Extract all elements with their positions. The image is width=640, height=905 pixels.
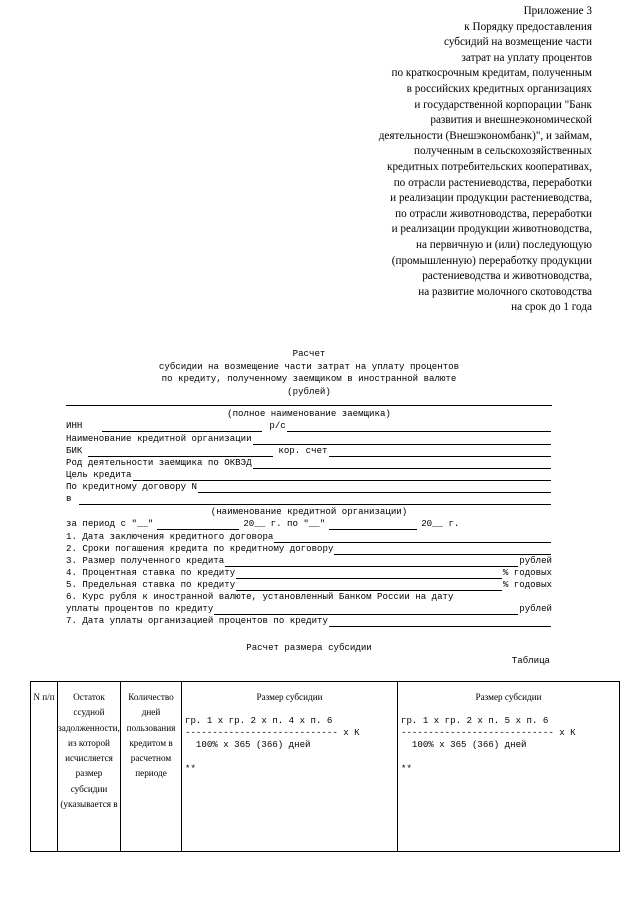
item-6-label: 6. Курс рубля к иностранной валюте, установленный Банком России на дату — [66, 591, 454, 602]
bank-name-field[interactable] — [253, 435, 551, 445]
in-row — [66, 493, 552, 505]
item-4-field[interactable] — [236, 569, 502, 579]
item-3-label: 3. Размер полученного кредита — [66, 555, 225, 566]
col-days: Количество дней пользования кредитом в расчетном периоде — [121, 682, 182, 852]
in-field[interactable] — [79, 495, 551, 505]
col-subsidy-1-formula: гр. 1 x гр. 2 x п. 4 x п. 6 ---------------------------- x К 100% x 365 (366) дней ** — [185, 715, 360, 775]
period-label-start: за период с "__" — [66, 518, 154, 529]
contract-row — [66, 481, 552, 493]
period-start-month-field[interactable] — [157, 520, 239, 530]
appendix-line: затрат на уплату процентов — [461, 51, 592, 64]
item-1-field[interactable] — [274, 533, 551, 543]
item-4-label: 4. Процентная ставка по кредиту — [66, 567, 236, 578]
bank-name-label: Наименование кредитной организации — [66, 433, 252, 444]
appendix-line: и реализации продукции растениеводства, — [390, 192, 592, 205]
item-3-row — [66, 555, 552, 567]
rs-label: р/с — [269, 420, 286, 431]
inn-field[interactable] — [102, 422, 262, 432]
appendix-line: на развитие молочного скотоводства — [418, 285, 592, 298]
item-4-unit: % годовых — [502, 567, 552, 578]
appendix-line: (промышленную) переработку продукции — [391, 254, 592, 267]
appendix-line: по отрасли растениеводства, переработки — [393, 176, 592, 189]
contract-field[interactable] — [198, 483, 551, 493]
appendix-line: полученным в сельскохозяйственных — [414, 145, 592, 158]
form-title — [66, 348, 552, 398]
appendix-line: к Порядку предоставления — [464, 20, 592, 33]
col-number: N п/п — [31, 682, 58, 852]
period-label-end: 20__ г. — [421, 518, 460, 529]
appendix-line: субсидий на возмещение части — [444, 36, 592, 49]
item-2-field[interactable] — [334, 545, 551, 555]
okved-field[interactable] — [253, 459, 551, 469]
appendix-line: в российских кредитных организациях — [406, 82, 592, 95]
bank-name-row — [66, 433, 552, 445]
calc-title: Расчет размера субсидии — [246, 642, 372, 653]
form-title-line3: по кредиту, полученному заемщиком в иностранной валюте — [161, 373, 457, 384]
item-6-unit: рублей — [519, 603, 552, 614]
item-1-label: 1. Дата заключения кредитного договора — [66, 531, 274, 542]
form-title-line2: субсидии на возмещение части затрат на уплату процентов — [158, 360, 460, 372]
appendix-line: кредитных потребительских кооперативах, — [387, 160, 592, 173]
appendix-line: и государственной корпорации "Банк — [414, 98, 592, 111]
borrower-caption: (полное наименование заемщика) — [227, 408, 391, 419]
period-row — [66, 518, 552, 530]
bik-label: БИК — [66, 445, 83, 456]
appendix-line: деятельности (Внешэкономбанк)", и займам, — [378, 129, 592, 142]
item-3-unit: рублей — [519, 555, 552, 566]
item-5-field[interactable] — [236, 581, 502, 591]
bank-caption: (наименование кредитной организации) — [210, 506, 408, 517]
item-7-label: 7. Дата уплаты организацией процентов по кредиту — [66, 615, 328, 626]
inn-row — [66, 420, 552, 432]
kor-field[interactable] — [329, 447, 552, 457]
appendix-line: растениеводства и животноводства, — [422, 270, 592, 283]
rs-field[interactable] — [287, 422, 551, 432]
purpose-label: Цель кредита — [66, 469, 132, 480]
appendix-line: на срок до 1 года — [511, 301, 592, 314]
item-5-unit: % годовых — [502, 579, 552, 590]
period-end-month-field[interactable] — [329, 520, 417, 530]
col-subsidy-2-header: Размер субсидии — [475, 692, 542, 702]
item-6-row — [66, 591, 552, 603]
contract-label: По кредитному договору N — [66, 481, 197, 492]
item-6b-row — [66, 603, 552, 615]
purpose-row — [66, 469, 552, 481]
form-title-line4: (рублей) — [287, 385, 331, 397]
col-subsidy-1-header: Размер субсидии — [256, 692, 323, 702]
period-label-mid: 20__ г. по "__" — [243, 518, 326, 529]
appendix-line: на первичную и (или) последующую — [416, 238, 592, 251]
appendix-line: по отрасли животноводства, переработки — [395, 207, 592, 220]
item-7-row — [66, 615, 552, 627]
okved-row — [66, 457, 552, 469]
col-balance: Остаток ссудной задолженности, из которой исчисляется размер субсидии (указывается в — [58, 682, 121, 852]
item-6-field[interactable] — [214, 605, 518, 615]
inn-label: ИНН — [66, 420, 83, 431]
item-2-row — [66, 543, 552, 555]
purpose-field[interactable] — [133, 471, 552, 481]
subsidy-table — [30, 681, 620, 852]
item-2-label: 2. Сроки погашения кредита по кредитному договору — [66, 543, 334, 554]
item-5-label: 5. Предельная ставка по кредиту — [66, 579, 236, 590]
borrower-name-line[interactable] — [66, 405, 552, 406]
appendix-line: и реализации продукции животноводства, — [391, 223, 592, 236]
item-3-field[interactable] — [225, 557, 518, 567]
appendix-line: развития и внешнеэкономической — [430, 114, 592, 127]
bik-row — [66, 445, 552, 457]
item-5-row — [66, 579, 552, 591]
form-title-line1: Расчет — [292, 348, 326, 359]
item-1-row — [66, 531, 552, 543]
appendix-line: Приложение 3 — [523, 5, 592, 17]
appendix-header — [292, 4, 592, 316]
item-4-row — [66, 567, 552, 579]
item-6b-label: уплаты процентов по кредиту — [66, 603, 214, 614]
kor-label: кор. счет — [278, 445, 328, 456]
okved-label: Род деятельности заемщика по ОКВЭД — [66, 457, 252, 468]
in-label: в — [66, 493, 72, 504]
col-subsidy-1 — [182, 682, 398, 852]
table-label: Таблица — [511, 655, 550, 666]
appendix-line: по краткосрочным кредитам, полученным — [391, 67, 592, 80]
col-subsidy-2-formula: гр. 1 x гр. 2 x п. 5 x п. 6 ---------------------------- x К 100% x 365 (366) дней ** — [401, 715, 576, 775]
bik-field[interactable] — [88, 447, 273, 457]
item-7-field[interactable] — [329, 617, 551, 627]
col-subsidy-2 — [398, 682, 620, 852]
